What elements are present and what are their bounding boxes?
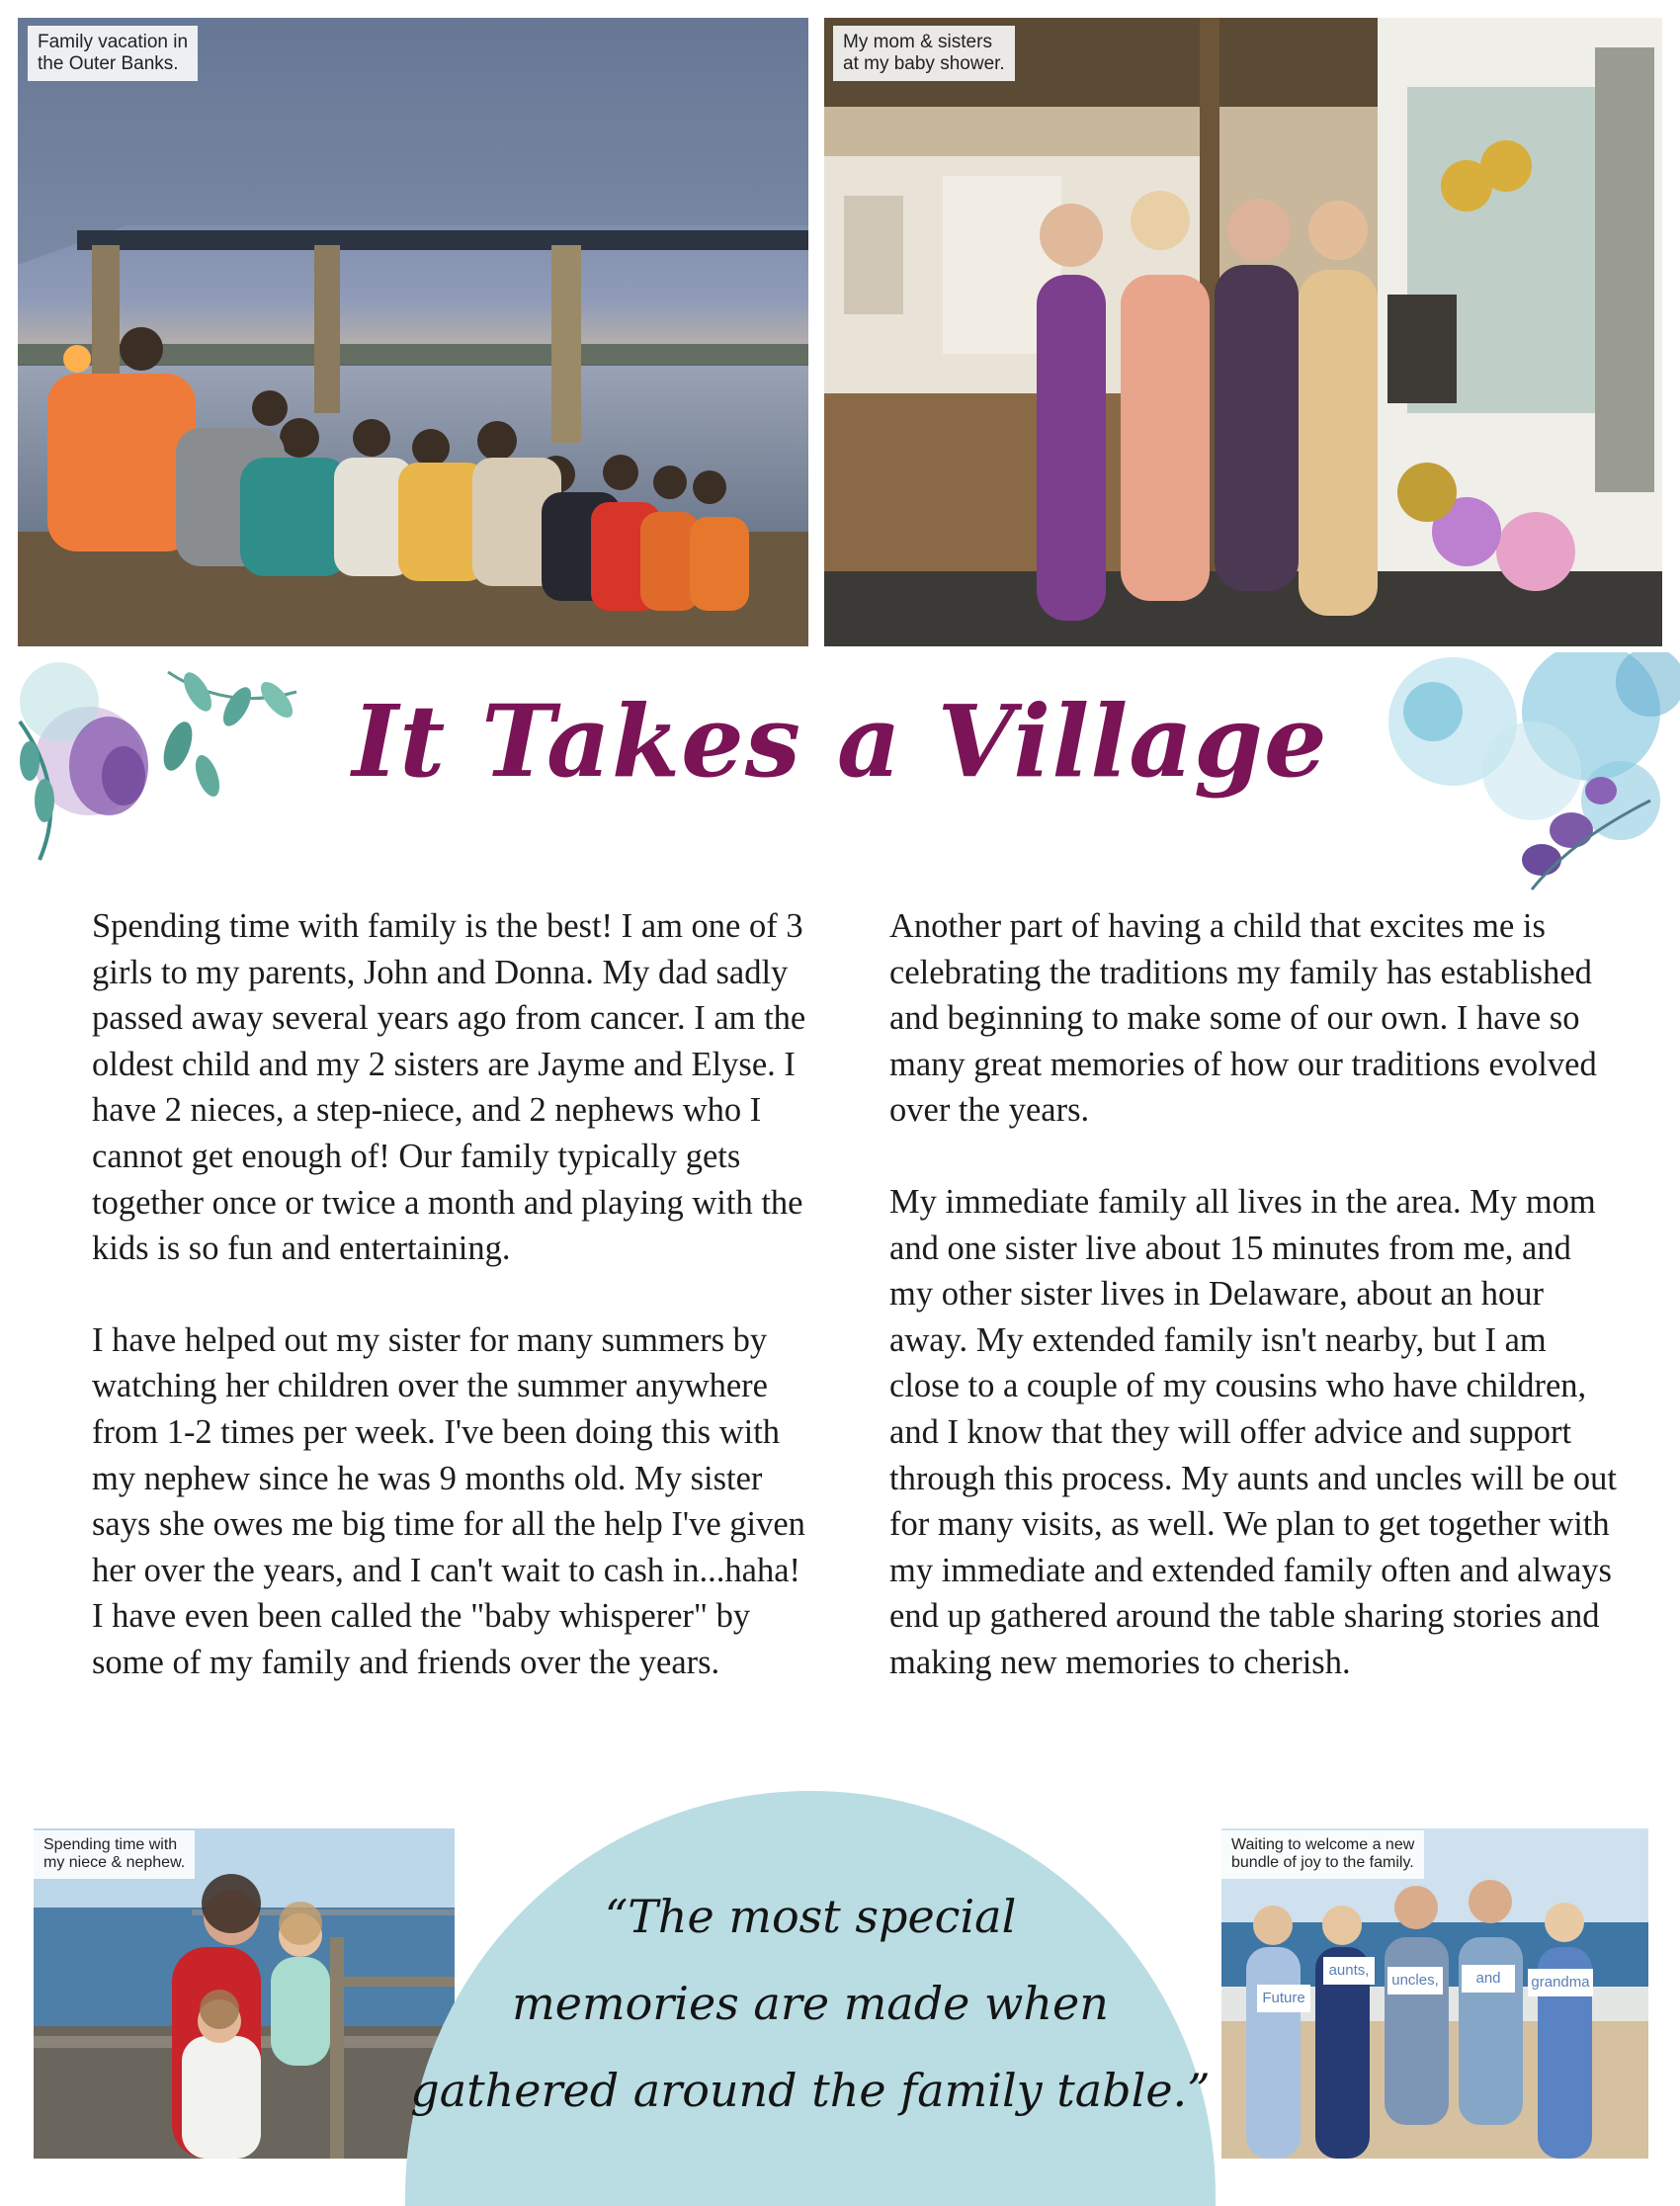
photo-caption-welcome: Waiting to welcome a new bundle of joy to the family. — [1221, 1830, 1424, 1879]
photo-caption-baby-shower: My mom & sisters at my baby shower. — [833, 26, 1015, 81]
photo-caption-niece-nephew: Spending time with my niece & nephew. — [34, 1830, 195, 1879]
body-paragraph: I have helped out my sister for many summers by watching her children over the summer anywhere from 1-2 times per week. I've been doing this with my nephew since he was 9 months old. My sister says she owes me big time for all the help I've given her over the years, and I can't wait to cash in...haha! I have even been called the "baby whisperer" by some of my family and friends over the years. — [92, 1320, 805, 1681]
body-paragraph: Another part of having a child that excites me is celebrating the traditions my family has established and beginning to make some of our own. I have so many great memories of how our traditions evolved over the years. — [889, 907, 1597, 1130]
body-column-right — [889, 903, 1621, 1732]
sign-uncles: uncles, — [1387, 1967, 1443, 1994]
body-column-left — [92, 903, 818, 1732]
body-paragraph: Spending time with family is the best! I am one of 3 girls to my parents, John and Donna. My dad sadly passed away several years ago from cancer. I am the oldest child and my 2 sisters are Jayme and Elyse. I have 2 nieces, a step-niece, and 2 nephews who I cannot get enough of! Our family typically gets together once or twice a month and playing with the kids is so fun and entertaining. — [92, 907, 806, 1268]
sign-and: and — [1462, 1965, 1515, 1993]
sign-future: Future — [1257, 1985, 1310, 2012]
photo-caption-outer-banks: Family vacation in the Outer Banks. — [28, 26, 198, 81]
sign-grandma: grandma — [1528, 1969, 1593, 1996]
photo-outer-banks — [18, 18, 808, 646]
sign-aunts: aunts, — [1323, 1957, 1375, 1985]
page-title: It Takes a Village — [352, 683, 1328, 800]
family-table-quote: “The most special memories are made when gathered around the family table.” — [410, 1890, 1211, 2117]
photo-baby-shower — [824, 18, 1662, 646]
body-paragraph: My immediate family all lives in the area. My mom and one sister live about 15 minutes from me, and my other sister lives in Delaware, about an hour away. My extended family isn't nearby, but I am close to a couple of my cousins who have children, and I know that they will offer advice and support through this process. My aunts and uncles will be out for many visits, as well. We plan to get together with my immediate and extended family often and always end up gathered around the table sharing stories and making new memories to cherish. — [889, 1182, 1617, 1681]
